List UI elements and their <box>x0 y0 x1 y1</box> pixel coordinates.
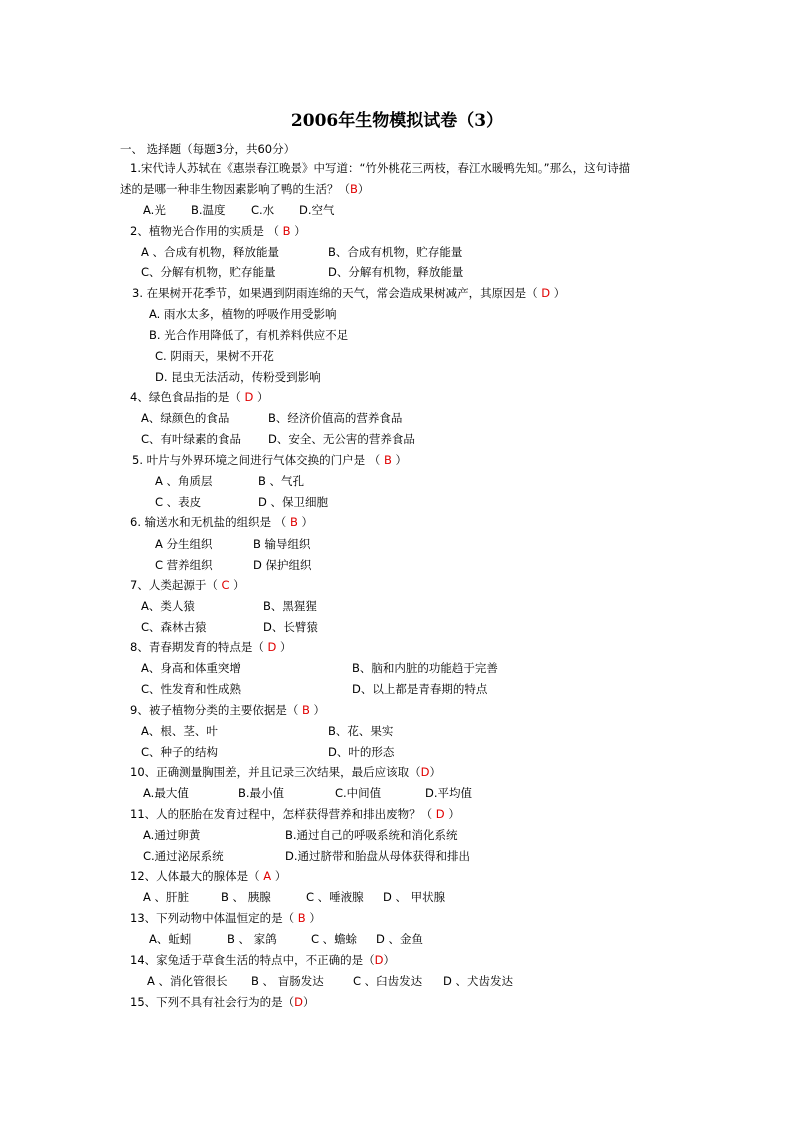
q6-option-d: D 保护组织 <box>253 558 312 572</box>
q8-option-a: A、身高和体重突增 <box>141 661 241 675</box>
answer-4: D <box>244 390 254 404</box>
q4-option-b: B、经济价值高的营养食品 <box>268 411 403 425</box>
question-3-stem: 3. 在果树开花季节，如果遇到阴雨连绵的天气，常会造成果树减产，其原因是（ D ） <box>132 286 566 300</box>
q13-option-b: B 、 家鸽 <box>227 932 277 946</box>
q7-option-a: A、类人猿 <box>141 599 195 613</box>
q14-option-c: C 、臼齿发达 <box>353 974 423 988</box>
question-6-stem: 6. 输送水和无机盐的组织是 （ B ） <box>130 515 313 529</box>
q7-option-d: D、长臂猿 <box>263 620 318 634</box>
question-4-stem: 4、绿色食品指的是（ D ） <box>130 390 269 404</box>
q11-option-d: D.通过脐带和胎盘从母体获得和排出 <box>285 849 471 863</box>
question-14-stem: 14、家兔适于草食生活的特点中，不正确的是（D） <box>130 953 395 967</box>
q4-option-a: A、绿颜色的食品 <box>141 411 230 425</box>
q7-option-c: C、森林古猿 <box>141 620 207 634</box>
q2-option-c: C、分解有机物，贮存能量 <box>141 265 276 279</box>
question-1-stem-cont: 述的是哪一种非生物因素影响了鸭的生活？（B） <box>120 182 370 196</box>
question-9-stem: 9、被子植物分类的主要依据是（ B ） <box>130 703 326 717</box>
q11-option-a: A.通过卵黄 <box>143 828 201 842</box>
q13-option-a: A、蚯蚓 <box>149 932 192 946</box>
q11-option-b: B.通过自己的呼吸系统和消化系统 <box>285 828 458 842</box>
section-heading: 一、 选择题（每题3分，共60分） <box>120 142 296 156</box>
question-12-stem: 12、人体最大的腺体是（ A ） <box>130 869 287 883</box>
q3-option-d: D. 昆虫无法活动，传粉受到影响 <box>155 370 321 384</box>
answer-13: B <box>297 911 306 925</box>
q10-option-c: C.中间值 <box>335 786 382 800</box>
q6-option-c: C 营养组织 <box>155 558 213 572</box>
q2-option-a: A 、合成有机物，释放能量 <box>141 245 280 259</box>
answer-10: D <box>420 765 430 779</box>
q13-option-c: C 、蟾蜍 <box>311 932 358 946</box>
question-10-stem: 10、正确测量胸围差，并且记录三次结果，最后应该取（D） <box>130 765 441 779</box>
question-15-stem: 15、下列不具有社会行为的是（D） <box>130 995 315 1009</box>
question-11-stem: 11、人的胚胎在发育过程中，怎样获得营养和排出废物？（ D ） <box>130 807 460 821</box>
q3-option-a: A. 雨水太多，植物的呼吸作用受影响 <box>149 307 337 321</box>
q5-option-c: C 、表皮 <box>155 495 202 509</box>
question-8-stem: 8、青春期发育的特点是（ D ） <box>130 640 292 654</box>
q3-option-b: B. 光合作用降低了，有机养料供应不足 <box>149 328 349 342</box>
q10-option-b: B.最小值 <box>238 786 285 800</box>
page-title: 2006年生物模拟试卷（3） <box>290 111 504 131</box>
answer-9: B <box>301 703 310 717</box>
answer-5: B <box>383 453 392 467</box>
q12-option-b: B 、 胰腺 <box>221 890 271 904</box>
question-5-stem: 5. 叶片与外界环境之间进行气体交换的门户是 （ B ） <box>132 453 407 467</box>
answer-11: D <box>435 807 445 821</box>
q14-option-d: D 、犬齿发达 <box>443 974 514 988</box>
q9-option-b: B、花、果实 <box>328 724 394 738</box>
answer-8: D <box>267 640 277 654</box>
q1-option-c: C.水 <box>251 203 275 217</box>
q13-option-d: D 、金鱼 <box>376 932 424 946</box>
question-13-stem: 13、下列动物中体温恒定的是（ B ） <box>130 911 321 925</box>
q9-option-c: C、种子的结构 <box>141 745 219 759</box>
q5-option-a: A 、角质层 <box>155 474 213 488</box>
answer-1: B <box>350 182 358 196</box>
q3-option-c: C. 阴雨天，果树不开花 <box>155 349 274 363</box>
q8-option-d: D、以上都是青春期的特点 <box>352 682 488 696</box>
question-1-stem: 1.宋代诗人苏轼在《惠崇春江晚景》中写道：“竹外桃花三两枝，春江水暖鸭先知。”那么，这句诗描 <box>130 161 631 175</box>
q4-option-c: C、有叶绿素的食品 <box>141 432 242 446</box>
answer-14: D <box>374 953 384 967</box>
q12-option-d: D 、 甲状腺 <box>383 890 446 904</box>
q11-option-c: C.通过泌尿系统 <box>143 849 224 863</box>
q8-option-b: B、脑和内脏的功能趋于完善 <box>352 661 498 675</box>
answer-2: B <box>282 224 291 238</box>
q12-option-a: A 、肝脏 <box>143 890 190 904</box>
q8-option-c: C、性发育和性成熟 <box>141 682 242 696</box>
q5-option-d: D 、保卫细胞 <box>258 495 329 509</box>
q6-option-a: A 分生组织 <box>155 537 213 551</box>
q9-option-a: A、根、茎、叶 <box>141 724 218 738</box>
answer-7: C <box>221 578 230 592</box>
question-2-stem: 2、植物光合作用的实质是 （ B ） <box>130 224 306 238</box>
answer-3: D <box>541 286 551 300</box>
q2-option-b: B、合成有机物，贮存能量 <box>328 245 463 259</box>
q6-option-b: B 输导组织 <box>253 537 311 551</box>
answer-12: A <box>263 869 272 883</box>
q12-option-c: C 、唾液腺 <box>306 890 364 904</box>
q1-option-b: B.温度 <box>191 203 226 217</box>
answer-6: B <box>289 515 298 529</box>
q2-option-d: D、分解有机物，释放能量 <box>328 265 464 279</box>
question-7-stem: 7、人类起源于（ C ） <box>130 578 245 592</box>
q14-option-a: A 、消化管很长 <box>147 974 228 988</box>
q5-option-b: B 、气孔 <box>258 474 305 488</box>
q14-option-b: B 、 盲肠发达 <box>251 974 324 988</box>
q9-option-d: D、叶的形态 <box>328 745 395 759</box>
q4-option-d: D、安全、无公害的营养食品 <box>268 432 415 446</box>
q7-option-b: B、黑猩猩 <box>263 599 317 613</box>
q1-option-a: A.光 <box>143 203 166 217</box>
q1-option-d: D.空气 <box>299 203 335 217</box>
q10-option-d: D.平均值 <box>425 786 473 800</box>
answer-15: D <box>294 995 303 1009</box>
q10-option-a: A.最大值 <box>143 786 189 800</box>
